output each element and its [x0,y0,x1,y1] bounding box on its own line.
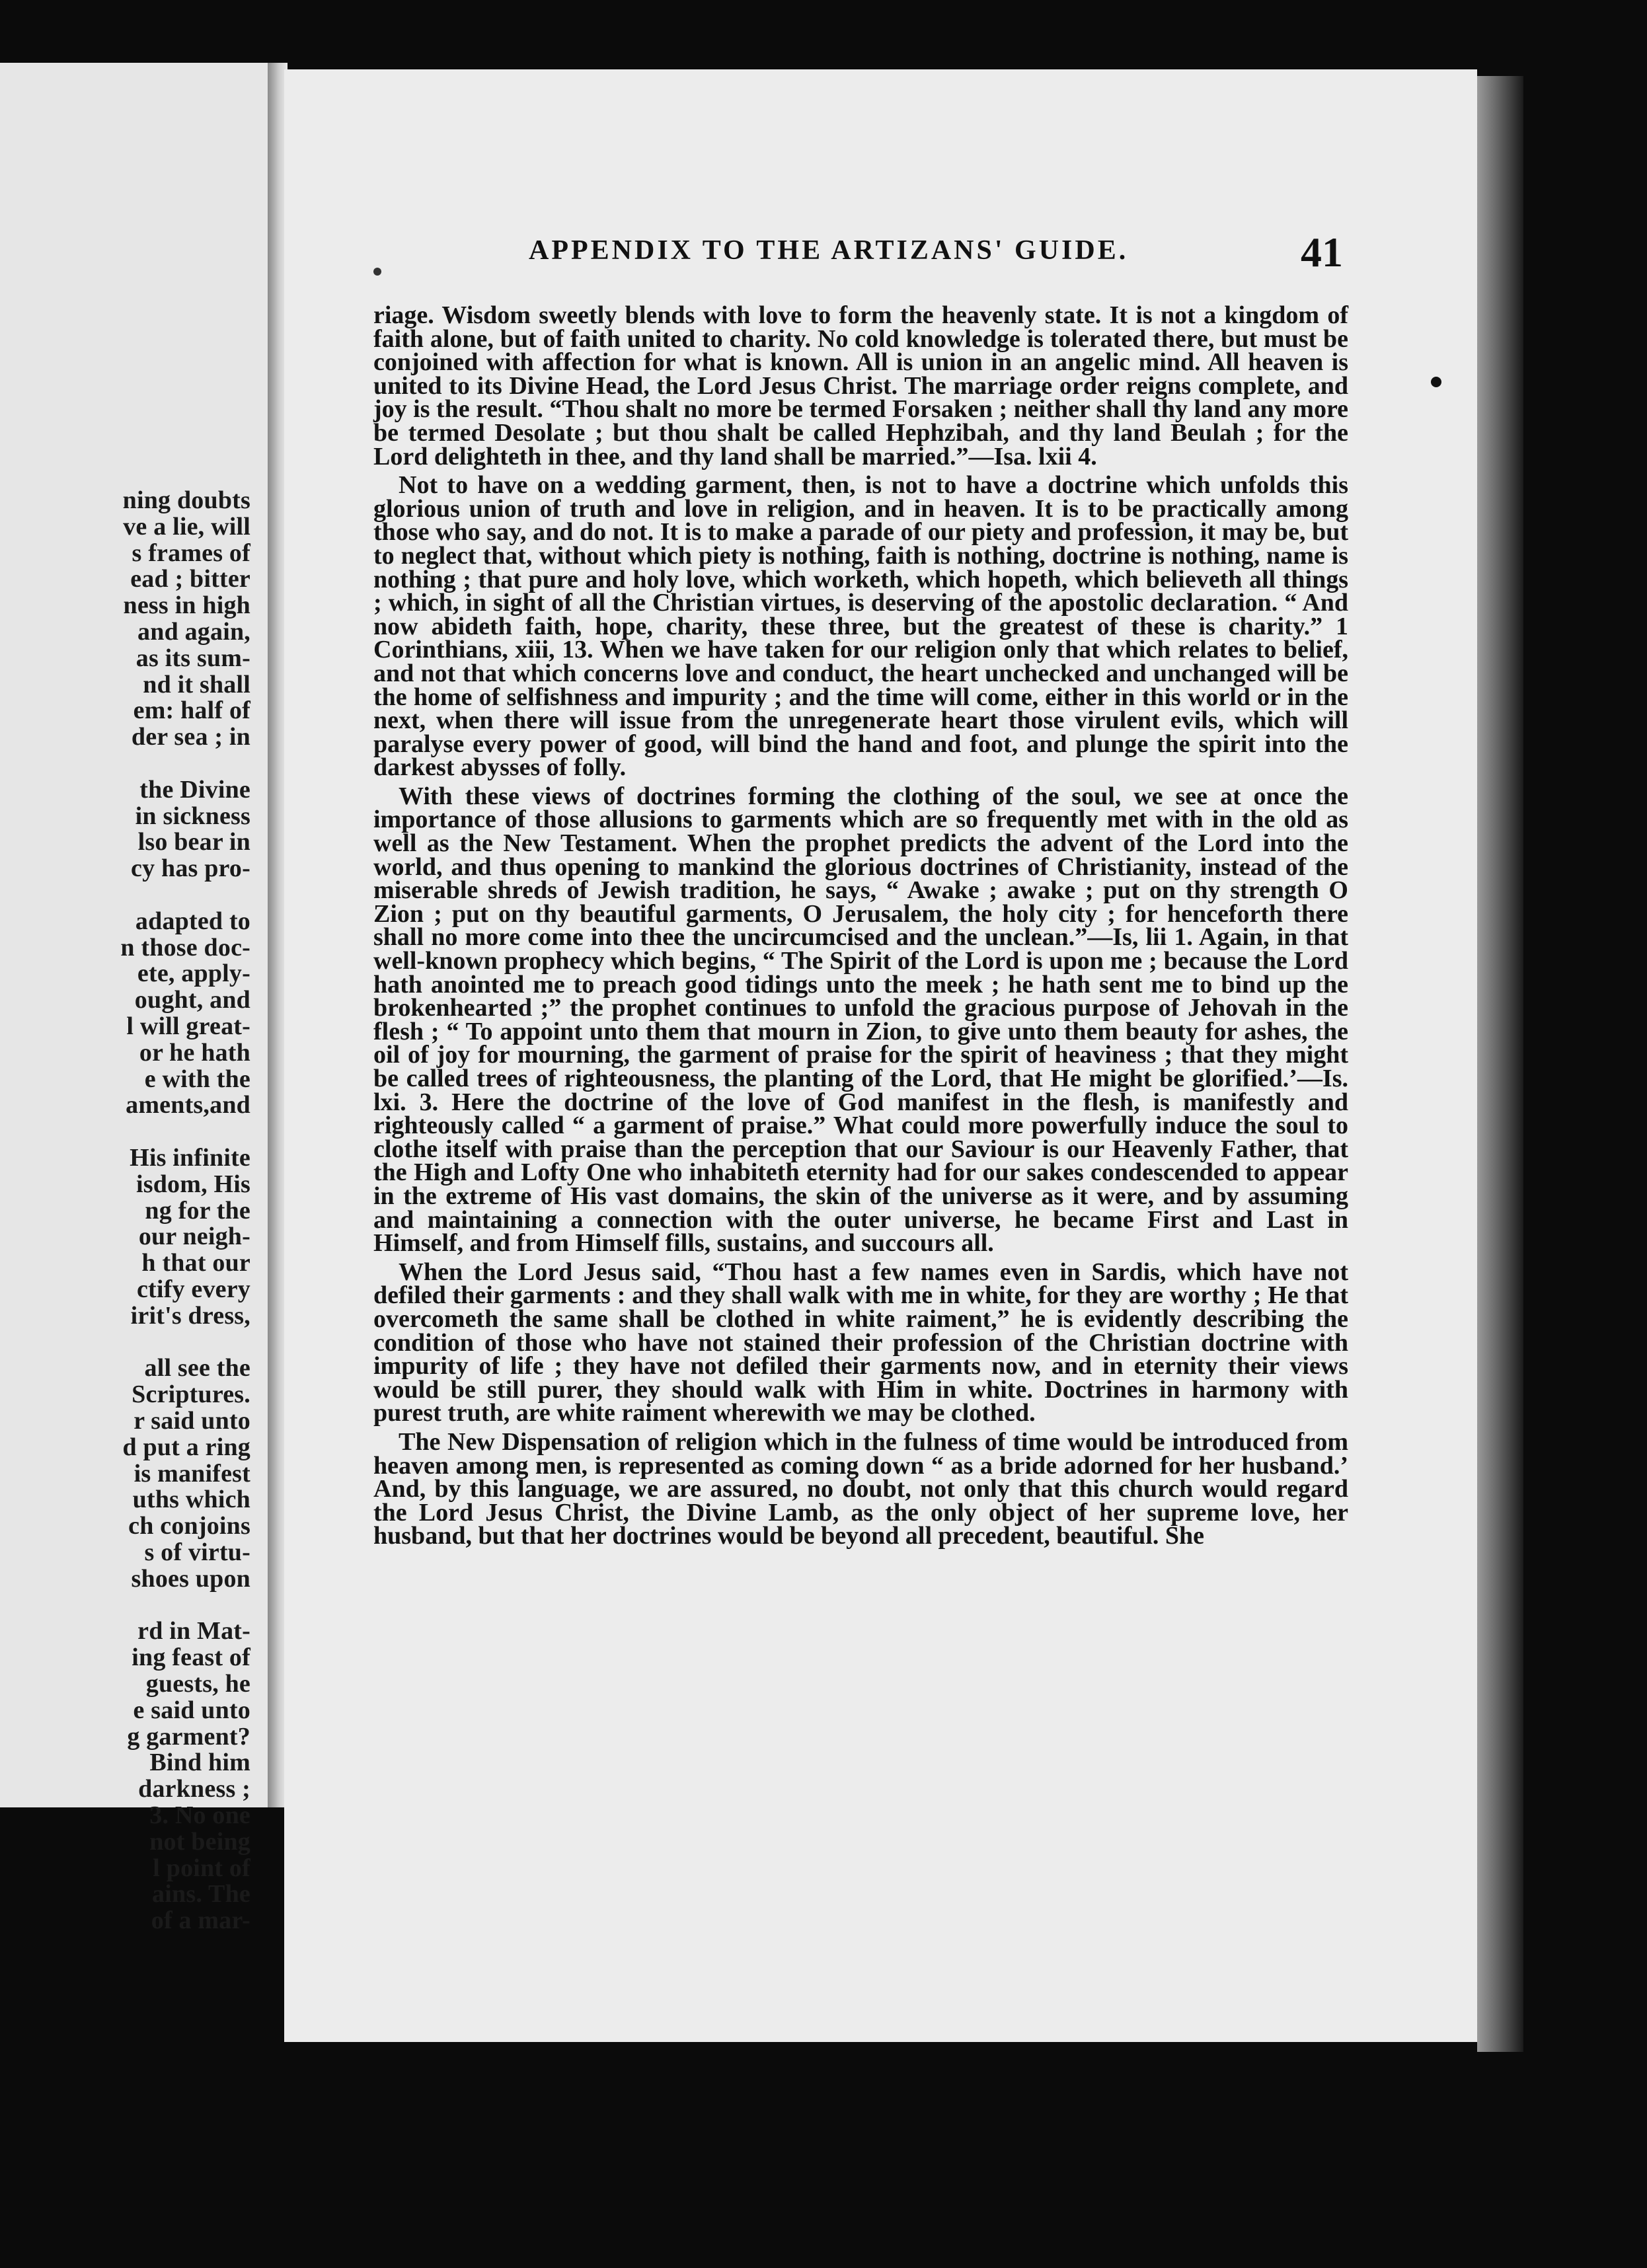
left-page-line: in sickness [135,802,250,830]
left-page-line: g garment? [127,1722,250,1751]
left-page-line: ead ; bitter [130,565,250,593]
left-page-line: em: half of [133,697,250,725]
left-page-line: e with the [144,1065,250,1093]
left-page-line: Scriptures. [132,1380,250,1409]
left-page-line: is manifest [134,1459,250,1488]
left-page-line: ch conjoins [128,1512,250,1540]
left-page-line: aments,and [126,1091,250,1119]
left-page-line: adapted to [135,907,250,935]
left-page-line: ete, apply- [137,960,250,988]
left-page-line: cy has pro- [131,854,250,883]
left-page-line: His infinite [130,1144,250,1172]
left-page-line: der sea ; in [131,723,250,751]
paragraph: When the Lord Jesus said, “Thou hast a few names even in Sardis, which have not defiled their garments : and they shall walk with me in white, for they are worthy ; He that overcometh the same shall be clothed in white raiment,” he is evidently describing the condition of those who have not stained their profession of the Christian doctrine with impurity of life ; they have not defiled their garments now, and in eternity their views would be still purer, they should walk with Him in white. Doctrines in harmony with purest truth, are white raiment wherewith we may be clothed. [373,1258,1348,1427]
left-page-line: d put a ring [122,1433,250,1461]
left-page-line: guests, he [145,1670,250,1698]
page-number: 41 [1301,229,1343,276]
margin-dot [1431,377,1441,387]
left-page-line: darkness ; [138,1775,250,1803]
left-page-line: ve a lie, will [123,512,250,541]
left-page-line: l will great- [126,1012,250,1040]
left-page-line: or he hath [139,1038,250,1067]
paragraph: With these views of doctrines forming the clothing of the soul, we see at once the importance of those allusions to garments which are so frequently met with in the old as well as the New Testament. When the prophet predicts the advent of the Lord into the world, and thus opening to mankind the glorious doctrines of Christianity, instead of the miserable shreds of Jewish tradition, he says, “ Awake ; awake ; put on thy strength O Zion ; put on thy beautiful garments, O Jerusalem, the holy city ; for henceforth there shall no more come into thee the uncircumcised and the unclean.”—Is, lii 1. Again, in that well-known prophecy which begins, “ The Spirit of the Lord is upon me ; because the Lord hath anointed me to preach good tidings unto the meek ; he hath sent me to bind up the brokenhearted ;” the prophet continues to unfold the gracious purpose of Jehovah in the flesh ; “ To appoint unto them that mourn in Zion, to give unto them beauty for ashes, the oil of joy for mourning, the garment of praise for the spirit of heaviness ; that they might be called trees of righteousness, the planting of the Lord, that He might be glorified.’—Is. lxi. 3. Here the doctrine of the love of God manifest in the flesh, is manifestly and righteously called “ a garment of praise.” What could more powerfully induce the soul to clothe itself with praise than the perception that our Saviour is our Heavenly Father, that the High and Lofty One who inhabiteth eternity had for our sakes condescended to appear in the extreme of His vast domains, the skin of the universe as it were, and by assuming and maintaining a connection with the outer universe, he became First and Last in Himself, and from Himself fills, sustains, and succours all. [373,782,1348,1258]
left-page-line: h that our [141,1249,250,1277]
left-page-line: the Divine [139,775,250,804]
page-edge-shadow [1477,76,1523,2052]
left-page-line: as its sum- [135,644,250,672]
left-page-line: e said unto [133,1696,250,1724]
ink-speck [373,268,381,276]
left-page-line: s frames of [132,539,250,567]
left-page-line: all see the [144,1354,250,1382]
left-page-line: isdom, His [135,1170,250,1198]
left-page-line: n those doc- [120,933,250,962]
left-page-line: r said unto [134,1407,250,1435]
page-body [373,301,1348,1550]
left-page-line: ng for the [145,1196,250,1225]
paragraph: Not to have on a wedding garment, then, is not to have a doctrine which unfolds this glorious union of truth and love in religion, and in heaven. It is to be practically among those who say, and do not. It is to make a parade of our piety and profession, it may be, but to neglect that, without which piety is nothing, faith is nothing, doctrine is nothing, name is nothing ; that pure and holy love, which worketh, which hopeth, which believeth all things ; which, in sight of all the Christian virtues, is deserving of the apostolic declaration. “ And now abideth faith, hope, charity, these three, but the greatest of these is charity.” 1 Corinthians, xiii, 13. When we have taken for our religion only that which relates to belief, and not that which concerns love and conduct, the heart unchecked and unchanged will be the home of selfishness and impurity ; and the time will come, either in this world or in the next, when there will issue from the unregenerate heart those virulent evils, which will paralyse every power of good, will bind the hand and foot, and plunge the spirit into the darkest abysses of folly. [373,471,1348,782]
left-page-line: lso bear in [137,828,250,856]
left-page-line: nd it shall [143,670,250,699]
left-page-line: s of virtu- [144,1538,250,1566]
left-page-line: rd in Mat- [137,1617,250,1645]
left-page-line: l point of [153,1854,250,1882]
left-page-line: irit's dress, [130,1301,250,1330]
left-page-line: ning doubts [122,486,250,514]
left-page-line: ness in high [123,591,250,620]
left-page-line: ought, and [134,986,250,1014]
running-header: APPENDIX TO THE ARTIZANS' GUIDE. [529,235,1129,266]
left-page-line: shoes upon [131,1564,250,1593]
left-page-line: ing feast of [132,1644,250,1672]
left-page-line: our neigh- [138,1223,250,1251]
left-page-line: uths which [132,1486,250,1514]
left-page-line: Bind him [149,1749,250,1777]
left-page-line: 3. No one [149,1801,250,1829]
left-page-line: not being [149,1827,250,1856]
left-page-line: ains. The [152,1880,250,1909]
left-facing-page [0,63,268,1935]
left-page-line: and again, [137,618,250,646]
left-page-line: of a mar- [151,1907,250,1935]
left-page-line: ctify every [136,1275,250,1303]
paragraph: riage. Wisdom sweetly blends with love to form the heavenly state. It is not a kingdom of faith alone, but of faith united to charity. No cold knowledge is tolerated there, but must be conjoined with affection for what is known. All is union in an angelic mind. All heaven is united to its Divine Head, the Lord Jesus Christ. The marriage order reigns complete, and joy is the result. “Thou shalt no more be termed Forsaken ; neither shall thy land any more be termed Desolate ; but thou shalt be called Hephzibah, and thy land Beulah ; for the Lord delighteth in thee, and thy land shall be married.”—Isa. lxii 4. [373,301,1348,471]
paragraph: The New Dispensation of religion which in the fulness of time would be introduced from heaven among men, is represented as coming down “ as a bride adorned for her husband.’ And, by this language, we are assured, no doubt, not only that this church would regard the Lord Jesus Christ, the Divine Lamb, as the only object of her supreme love, her husband, but that her doctrines would be beyond all precedent, beautiful. She [373,1427,1348,1550]
